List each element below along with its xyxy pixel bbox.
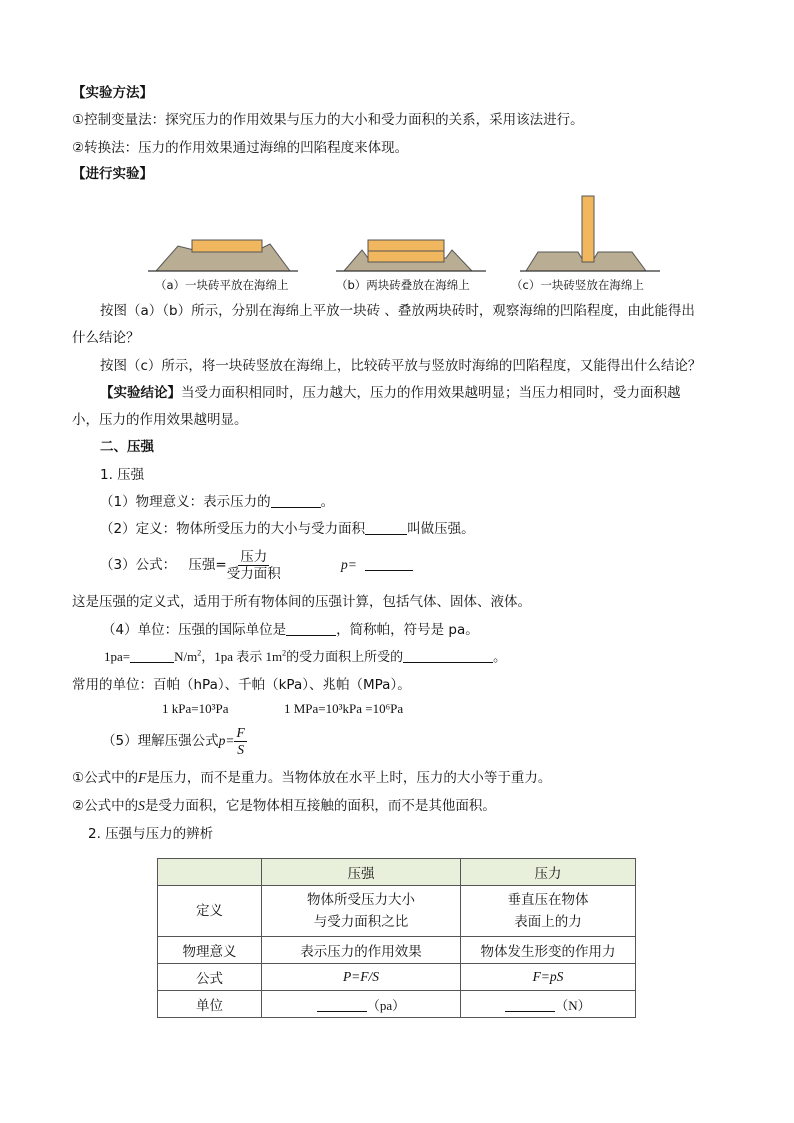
subsection-comparison: 2. 压强与压力的辨析 <box>88 826 214 842</box>
meaning-blank[interactable] <box>271 493 321 508</box>
row-label-formula: 公式 <box>158 964 262 991</box>
force-unit-text: （N） <box>555 997 591 1013</box>
definition-text-b: 叫做压强。 <box>407 521 475 537</box>
pa-text-b: N/m <box>174 649 198 664</box>
table-header-force: 压力 <box>461 859 636 886</box>
note-1-text-a: ①公式中的 <box>72 770 139 786</box>
figure-a-sponge-flat-brick <box>148 192 298 274</box>
row-label-unit: 单位 <box>158 991 262 1018</box>
understand-fraction <box>234 725 246 758</box>
pressure-unit-text: （pa） <box>366 997 406 1013</box>
section-title: 二、压强 <box>100 439 154 455</box>
understand-p: p= <box>218 733 235 748</box>
table-row <box>158 964 636 991</box>
conclusion-text-1: 当受力面积相同时，压力越大，压力的作用效果越明显；当压力相同时，受力面积越 <box>181 385 681 401</box>
figure-c-sponge-upright-brick <box>520 192 660 274</box>
method-item-1: ①控制变量法：探究压力的作用效果与压力的大小和受力面积的关系，采用该法进行。 <box>72 112 584 128</box>
formula-denominator: 受力面积 <box>226 565 281 582</box>
pressure-unit-blank[interactable] <box>317 997 367 1012</box>
unit-text-a: （4）单位：压强的国际单位是 <box>102 622 287 638</box>
understand-line <box>102 724 247 758</box>
cell-force-definition-line1: 垂直压在物体 <box>507 892 589 908</box>
row-label-meaning: 物理意义 <box>158 937 262 964</box>
table-header-empty <box>158 859 262 886</box>
note-2-text-b: 是受力面积，它是物体相互接触的面积，而不是其他面积。 <box>144 798 496 814</box>
note-2-var: S <box>138 798 145 813</box>
formula-line <box>100 548 413 582</box>
pa-text-a: 1pa= <box>104 649 131 664</box>
understand-numerator: F <box>236 724 245 740</box>
method-heading: 【实验方法】 <box>72 85 153 101</box>
note-1-text-b: 是压力，而不是重力。当物体放在水平上时，压力的大小等于重力。 <box>146 770 552 786</box>
experiment-para1-line2: 什么结论？ <box>72 330 140 346</box>
cell-force-formula: F=pS <box>461 964 636 991</box>
pa-blank-2[interactable] <box>403 648 493 663</box>
formula-lhs: 压强= <box>188 557 227 573</box>
pa-text-d: 的受力面积上所受的 <box>286 649 404 664</box>
understand-denominator: S <box>237 741 244 757</box>
cell-pressure-formula: P=F/S <box>262 964 461 991</box>
conclusion-line1 <box>100 384 681 402</box>
method-item-2: ②转换法：压力的作用效果通过海绵的凹陷程度来体现。 <box>72 140 409 156</box>
force-unit-blank[interactable] <box>505 997 555 1012</box>
formula-note: 这是压强的定义式，适用于所有物体间的压强计算，包括气体、固体、液体。 <box>72 594 531 610</box>
pa-line: $1pa= N/m^2$，1pa 表示 $1m^2$的受力面积上所受的 。 <box>104 648 507 664</box>
conclusion-line2: 小，压力的作用效果越明显。 <box>72 412 248 428</box>
comparison-table <box>157 858 636 1018</box>
pa-text-e: 。 <box>493 649 507 664</box>
cell-pressure-unit <box>262 991 461 1018</box>
subsection-pressure: 1. 压强 <box>100 467 145 483</box>
cell-pressure-meaning: 表示压力的作用效果 <box>262 937 461 964</box>
common-units: 常用的单位：百帕（hPa）、千帕（kPa）、兆帕（MPa）。 <box>72 677 411 693</box>
table-row <box>158 937 636 964</box>
figure-b-caption: （b）两块砖叠放在海绵上 <box>336 278 470 292</box>
figure-a-caption: （a）一块砖平放在海绵上 <box>155 278 289 292</box>
cell-pressure-definition-line2: 与受力面积之比 <box>313 914 409 930</box>
unit-line <box>102 621 479 639</box>
figure-b-sponge-stacked-bricks <box>336 192 486 274</box>
experiment-para2: 按图（c）所示，将一块砖竖放在海绵上，比较砖平放与竖放时海绵的凹陷程度，又能得出什么结论？ <box>100 358 702 374</box>
conversion-mpa: 1 MPa=10³kPa =10⁶Pa <box>284 701 404 716</box>
note-2-text-a: ②公式中的 <box>72 798 139 814</box>
formula-p: p= <box>341 557 357 572</box>
definition-blank[interactable] <box>365 520 407 535</box>
note-1 <box>72 769 551 787</box>
formula-label: （3）公式： <box>100 557 177 573</box>
table-row <box>158 991 636 1018</box>
cell-pressure-definition <box>262 886 461 937</box>
note-1-var: F <box>138 770 147 785</box>
unit-text-b: ，简称帕，符号是 pa。 <box>336 622 479 638</box>
cell-force-definition <box>461 886 636 937</box>
conclusion-heading: 【实验结论】 <box>100 385 181 401</box>
definition-text-a: （2）定义：物体所受压力的大小与受力面积 <box>100 521 366 537</box>
experiment-heading: 【进行实验】 <box>72 166 153 182</box>
formula-blank[interactable] <box>365 556 413 571</box>
table-header-row <box>158 859 636 886</box>
table-row <box>158 886 636 937</box>
pa-blank-1[interactable] <box>130 648 174 663</box>
meaning-line: （1）物理意义：表示压力的 。 <box>100 494 335 510</box>
cell-force-unit <box>461 991 636 1018</box>
experiment-para1-line1: 按图（a）（b）所示，分别在海绵上平放一块砖 、叠放两块砖时，观察海绵的凹陷程度，由此能得出 <box>100 303 695 319</box>
conversion-kpa: 1 kPa=10³Pa <box>162 701 229 716</box>
cell-pressure-definition-line1: 物体所受压力大小 <box>307 892 415 908</box>
figure-c-caption: （c）一块砖竖放在海绵上 <box>511 278 644 292</box>
row-label-definition: 定义 <box>158 886 262 937</box>
cell-force-meaning: 物体发生形变的作用力 <box>461 937 636 964</box>
meaning-text: （1）物理意义：表示压力的 <box>100 494 271 510</box>
understand-text: （5）理解压强公式 <box>102 733 219 749</box>
cell-force-definition-line2: 表面上的力 <box>514 914 582 930</box>
unit-blank[interactable] <box>286 621 336 636</box>
formula-fraction <box>227 549 281 582</box>
formula-numerator: 压力 <box>240 548 268 565</box>
note-2 <box>72 797 496 815</box>
definition-line <box>100 520 475 538</box>
table-header-pressure: 压强 <box>262 859 461 886</box>
pa-text-c: ，1pa 表示 1m <box>201 649 283 664</box>
